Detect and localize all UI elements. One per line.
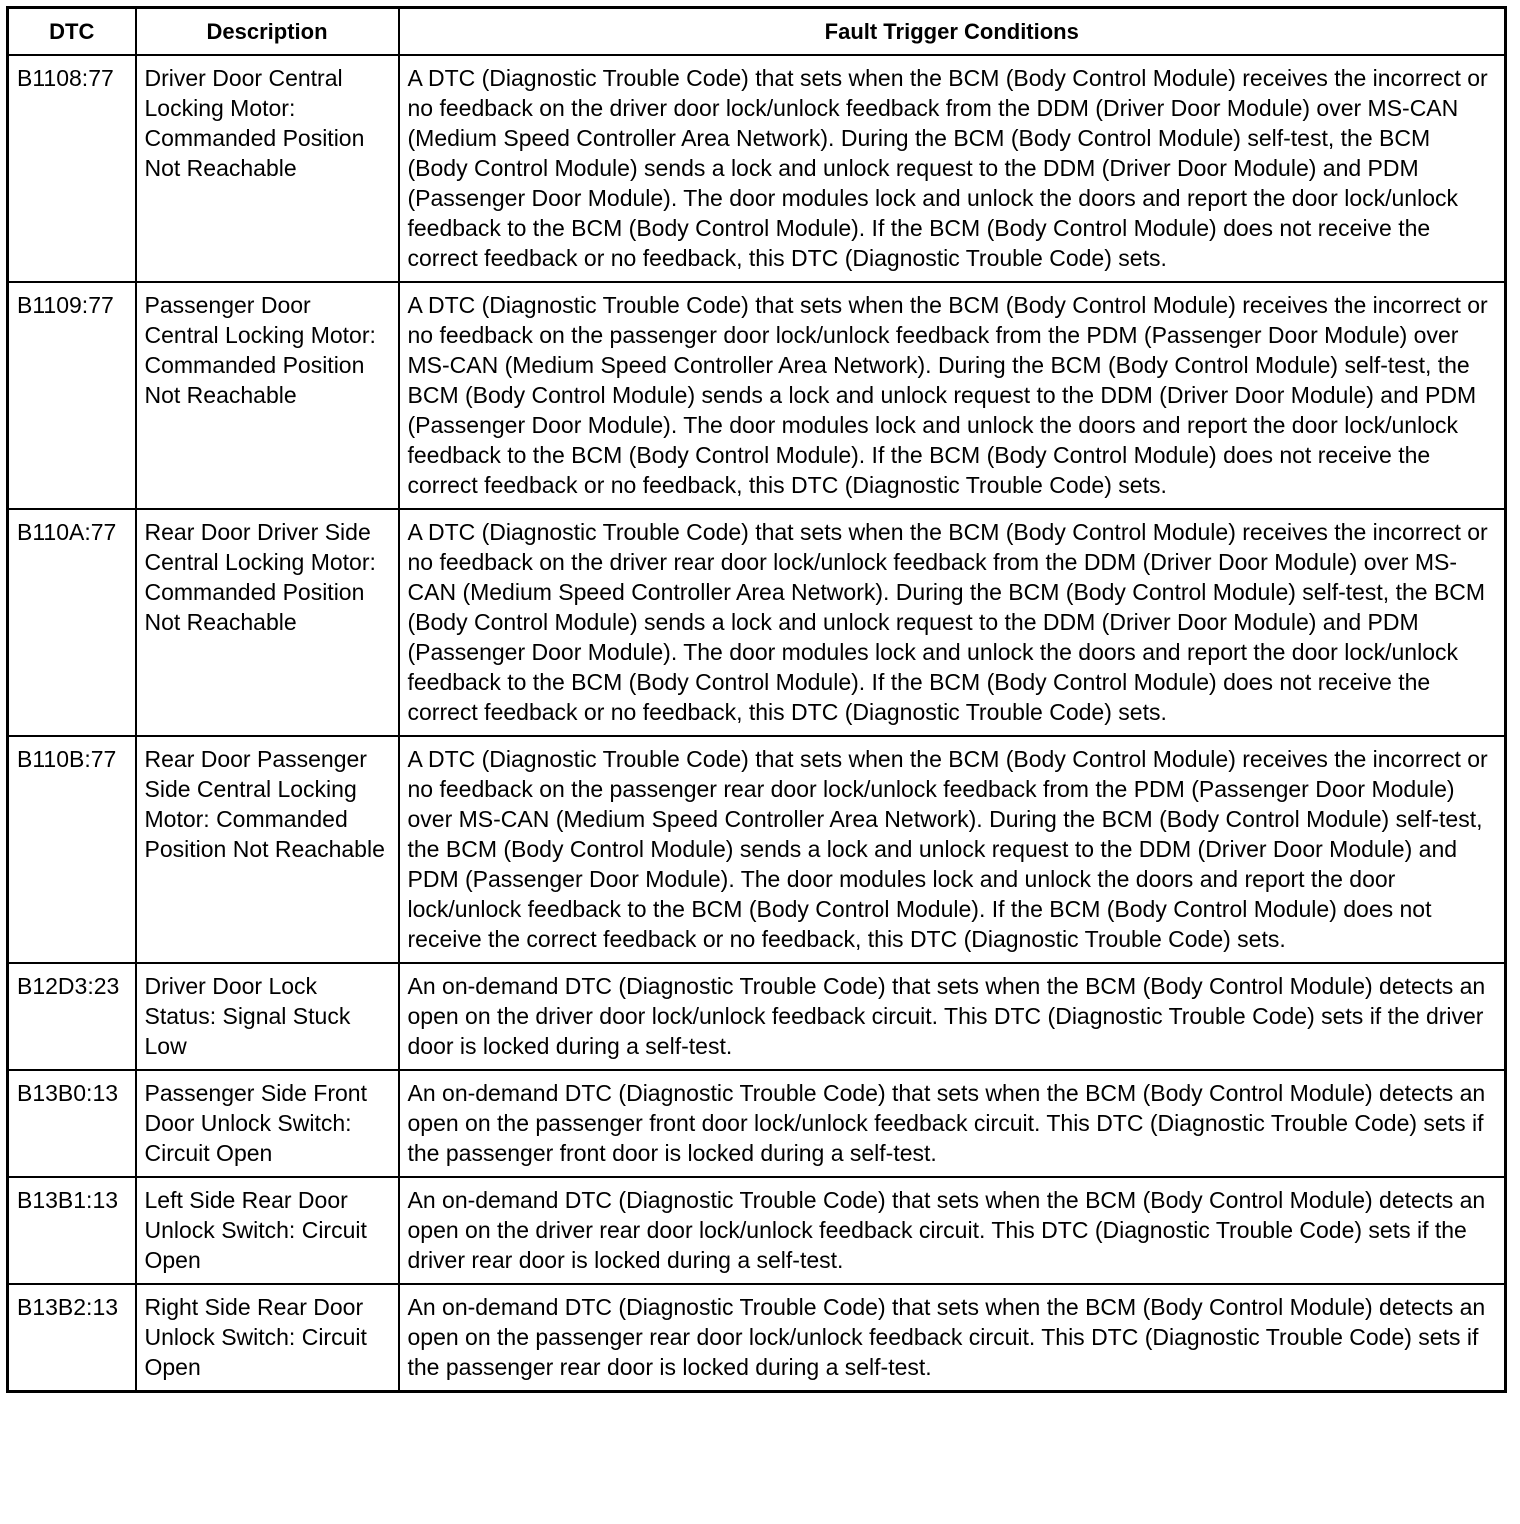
- header-row: [8, 8, 1506, 56]
- conditions-cell: An on-demand DTC (Diagnostic Trouble Code) that sets when the BCM (Body Control Module) detects an open on the driver rear door lock/unlock feedback circuit. This DTC (Diagnostic Trouble Code) sets if the driver rear door is locked during a self-test.: [399, 1177, 1506, 1284]
- description-cell: Passenger Door Central Locking Motor: Commanded Position Not Reachable: [136, 282, 399, 509]
- conditions-cell: A DTC (Diagnostic Trouble Code) that sets when the BCM (Body Control Module) receives the incorrect or no feedback on the driver rear door lock/unlock feedback from the DDM (Driver Door Module) over MS-CAN (Medium Speed Controller Area Network). During the BCM (Body Control Module) self-test, the BCM (Body Control Module) sends a lock and unlock request to the DDM (Driver Door Module) and PDM (Passenger Door Module). The door modules lock and unlock the doors and report the door lock/unlock feedback to the BCM (Body Control Module). If the BCM (Body Control Module) does not receive the correct feedback or no feedback, this DTC (Diagnostic Trouble Code) sets.: [399, 509, 1506, 736]
- dtc-code-cell: B12D3:23: [8, 963, 136, 1070]
- conditions-cell: An on-demand DTC (Diagnostic Trouble Code) that sets when the BCM (Body Control Module) detects an open on the passenger rear door lock/unlock feedback circuit. This DTC (Diagnostic Trouble Code) sets if the passenger rear door is locked during a self-test.: [399, 1284, 1506, 1392]
- header-dtc: DTC: [8, 8, 136, 56]
- conditions-cell: An on-demand DTC (Diagnostic Trouble Code) that sets when the BCM (Body Control Module) detects an open on the passenger front door lock/unlock feedback circuit. This DTC (Diagnostic Trouble Code) sets if the passenger front door is locked during a self-test.: [399, 1070, 1506, 1177]
- dtc-table: [6, 6, 1507, 1393]
- dtc-code-cell: B13B2:13: [8, 1284, 136, 1392]
- description-cell: Driver Door Lock Status: Signal Stuck Low: [136, 963, 399, 1070]
- table-row: [8, 1177, 1506, 1284]
- conditions-cell: A DTC (Diagnostic Trouble Code) that sets when the BCM (Body Control Module) receives the incorrect or no feedback on the driver door lock/unlock feedback from the DDM (Driver Door Module) over MS-CAN (Medium Speed Controller Area Network). During the BCM (Body Control Module) self-test, the BCM (Body Control Module) sends a lock and unlock request to the DDM (Driver Door Module) and PDM (Passenger Door Module). The door modules lock and unlock the doors and report the door lock/unlock feedback to the BCM (Body Control Module). If the BCM (Body Control Module) does not receive the correct feedback or no feedback, this DTC (Diagnostic Trouble Code) sets.: [399, 55, 1506, 282]
- table-row: [8, 282, 1506, 509]
- table-row: [8, 55, 1506, 282]
- dtc-code-cell: B13B1:13: [8, 1177, 136, 1284]
- dtc-code-cell: B13B0:13: [8, 1070, 136, 1177]
- description-cell: Passenger Side Front Door Unlock Switch: Circuit Open: [136, 1070, 399, 1177]
- header-description: Description: [136, 8, 399, 56]
- description-cell: Rear Door Passenger Side Central Locking Motor: Commanded Position Not Reachable: [136, 736, 399, 963]
- dtc-code-cell: B1108:77: [8, 55, 136, 282]
- conditions-cell: A DTC (Diagnostic Trouble Code) that sets when the BCM (Body Control Module) receives the incorrect or no feedback on the passenger door lock/unlock feedback from the PDM (Passenger Door Module) over MS-CAN (Medium Speed Controller Area Network). During the BCM (Body Control Module) self-test, the BCM (Body Control Module) sends a lock and unlock request to the DDM (Driver Door Module) and PDM (Passenger Door Module). The door modules lock and unlock the doors and report the door lock/unlock feedback to the BCM (Body Control Module). If the BCM (Body Control Module) does not receive the correct feedback or no feedback, this DTC (Diagnostic Trouble Code) sets.: [399, 282, 1506, 509]
- dtc-code-cell: B110A:77: [8, 509, 136, 736]
- table-row: [8, 963, 1506, 1070]
- conditions-cell: A DTC (Diagnostic Trouble Code) that sets when the BCM (Body Control Module) receives the incorrect or no feedback on the passenger rear door lock/unlock feedback from the PDM (Passenger Door Module) over MS-CAN (Medium Speed Controller Area Network). During the BCM (Body Control Module) self-test, the BCM (Body Control Module) sends a lock and unlock request to the DDM (Driver Door Module) and PDM (Passenger Door Module). The door modules lock and unlock the doors and report the door lock/unlock feedback to the BCM (Body Control Module). If the BCM (Body Control Module) does not receive the correct feedback or no feedback, this DTC (Diagnostic Trouble Code) sets.: [399, 736, 1506, 963]
- table-row: [8, 1284, 1506, 1392]
- description-cell: Rear Door Driver Side Central Locking Motor: Commanded Position Not Reachable: [136, 509, 399, 736]
- description-cell: Right Side Rear Door Unlock Switch: Circuit Open: [136, 1284, 399, 1392]
- table-row: [8, 736, 1506, 963]
- description-cell: Left Side Rear Door Unlock Switch: Circuit Open: [136, 1177, 399, 1284]
- dtc-code-cell: B110B:77: [8, 736, 136, 963]
- table-body: [8, 55, 1506, 1392]
- conditions-cell: An on-demand DTC (Diagnostic Trouble Code) that sets when the BCM (Body Control Module) detects an open on the driver door lock/unlock feedback circuit. This DTC (Diagnostic Trouble Code) sets if the driver door is locked during a self-test.: [399, 963, 1506, 1070]
- table-row: [8, 1070, 1506, 1177]
- table-row: [8, 509, 1506, 736]
- table-header: [8, 8, 1506, 56]
- description-cell: Driver Door Central Locking Motor: Commanded Position Not Reachable: [136, 55, 399, 282]
- dtc-code-cell: B1109:77: [8, 282, 136, 509]
- header-conditions: Fault Trigger Conditions: [399, 8, 1506, 56]
